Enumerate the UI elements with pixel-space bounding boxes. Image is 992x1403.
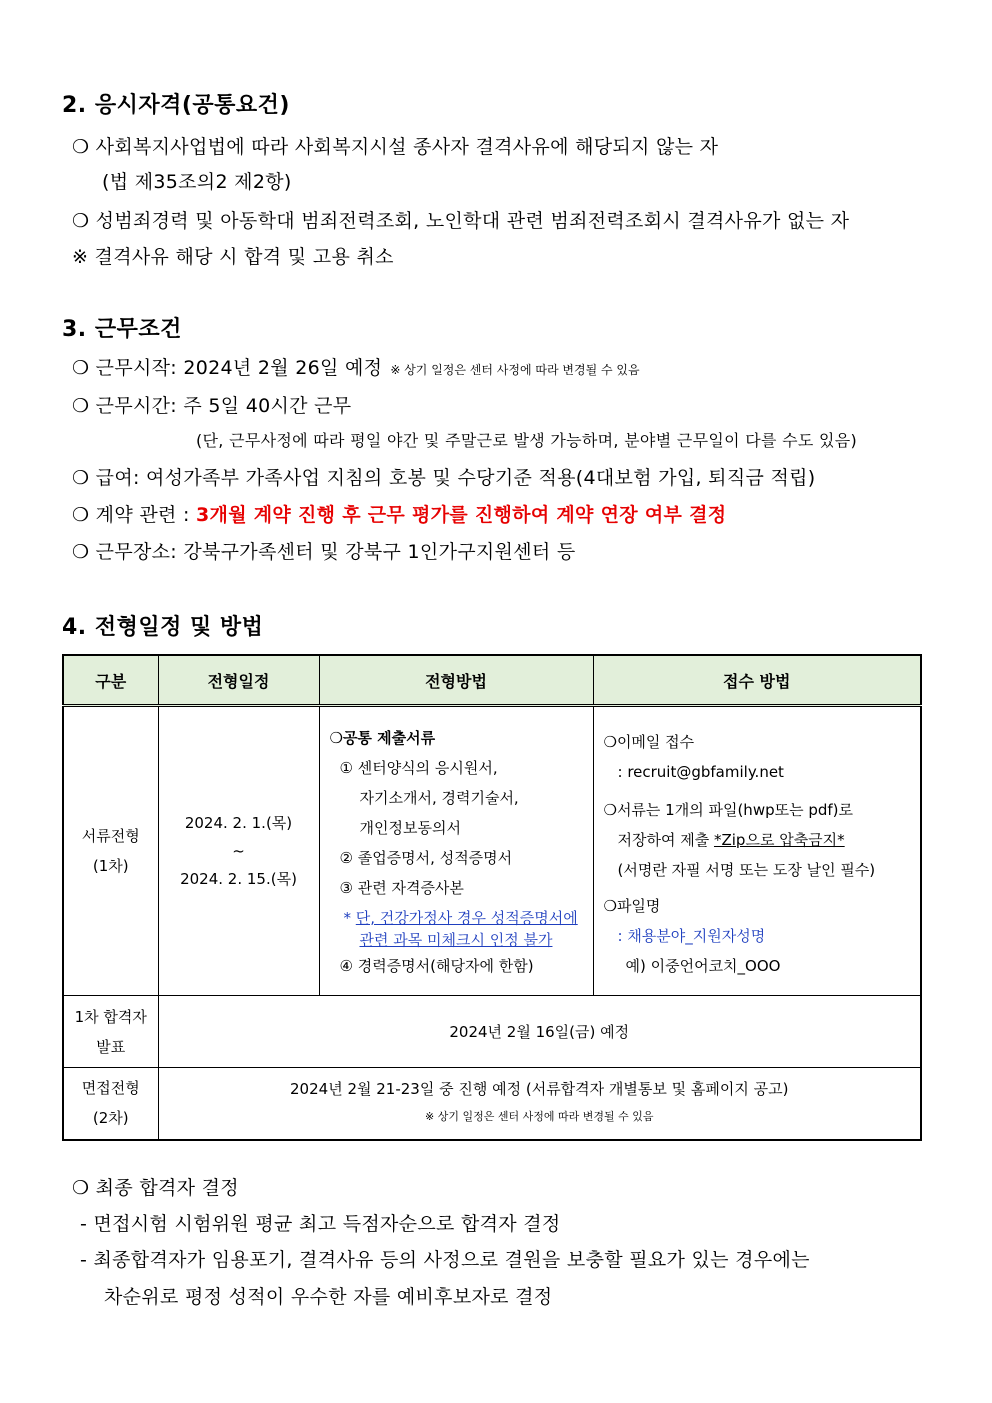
row1-date-sep: ~ (232, 842, 245, 860)
section4-heading: 4. 전형일정 및 방법 (62, 615, 264, 640)
row1-label-line2: (1차) (92, 857, 129, 875)
row2-label-line1: 1차 합격자 (74, 1007, 147, 1026)
method-1b: 자기소개서, 경력기술서, (359, 789, 519, 807)
schedule-table (62, 654, 922, 1141)
row1-method (319, 706, 593, 996)
method-2: ② 졸업증명서, 성적증명서 (339, 849, 513, 867)
final-title: ❍ 최종 합격자 결정 (72, 1177, 239, 1199)
final-item2a: - 최종합격자가 임용포기, 결격사유 등의 사정으로 결원을 보충할 필요가 있는 경우에는 (80, 1249, 810, 1271)
recv-email-title: ❍이메일 접수 (603, 733, 695, 751)
section2-item2: ❍ 성범죄경력 및 아동학대 범죄전력조회, 노인학대 관련 범죄전력조회시 결격사유가 없는 자 (72, 210, 850, 232)
method-note-a: 단, 건강가정사 경우 성적증명서에 (355, 909, 578, 927)
section3-heading: 3. 근무조건 (62, 317, 182, 342)
section2-item1-cont: (법 제35조의2 제2항) (102, 171, 292, 193)
work-start-text: ❍ 근무시작: 2024년 2월 26일 예정 (72, 357, 383, 379)
row2-label (63, 996, 158, 1068)
header-schedule: 전형일정 (158, 655, 319, 706)
contract-label: ❍ 계약 관련 : (72, 504, 190, 526)
table-header-row (63, 655, 921, 706)
row3-main: 2024년 2월 21-23일 중 진행 예정 (서류합격자 개별통보 및 홈페이지 공고) (290, 1080, 789, 1099)
recv-name-format: : 채용분야_지원자성명 (617, 927, 766, 945)
table-row-interview (63, 1068, 921, 1140)
row2-content: 2024년 2월 16일(금) 예정 (158, 996, 921, 1068)
row1-reception (593, 706, 921, 996)
header-reception: 접수 방법 (593, 655, 921, 706)
section3-hours: ❍ 근무시간: 주 5일 40시간 근무 (72, 395, 352, 417)
section2-item1: ❍ 사회복지사업법에 따라 사회복지시설 종사자 결격사유에 해당되지 않는 자 (72, 136, 719, 158)
table-row-first-announcement (63, 996, 921, 1068)
recv-file-b-pre: 저장하여 제출 (617, 831, 714, 849)
row1-label (63, 706, 158, 996)
row3-label (63, 1068, 158, 1140)
row1-date-start: 2024. 2. 1.(목) (184, 814, 293, 832)
row1-label-line1: 서류전형 (81, 827, 140, 845)
method-note-b: 관련 과목 미체크시 인정 불가 (359, 931, 553, 949)
header-category: 구분 (63, 655, 158, 706)
method-1c: 개인정보동의서 (359, 819, 461, 837)
method-3: ③ 관련 자격증사본 (339, 879, 464, 897)
recv-email: : recruit@gbfamily.net (617, 763, 784, 781)
method-title: ❍공통 제출서류 (329, 729, 436, 747)
recv-file-b-ul: *Zip으로 압축금지* (713, 831, 845, 849)
row3-content (158, 1068, 921, 1140)
recv-name-title: ❍파일명 (603, 897, 661, 915)
method-note (330, 907, 583, 951)
method-1a: ① 센터양식의 응시원서, (339, 759, 498, 777)
table-row-document-screening (63, 706, 921, 996)
recv-name-example: 예) 이중언어코치_OOO (625, 957, 781, 975)
method-note-star: * (343, 909, 351, 927)
row3-label-line2: (2차) (92, 1109, 129, 1128)
contract-value: 3개월 계약 진행 후 근무 평가를 진행하여 계약 연장 여부 결정 (196, 504, 727, 526)
section3-place: ❍ 근무장소: 강북구가족센터 및 강북구 1인가구지원센터 등 (72, 541, 576, 563)
recv-file-b (604, 825, 911, 855)
section2-heading: 2. 응시자격(공통요건) (62, 93, 290, 118)
final-item1: - 면접시험 시험위원 평균 최고 득점자순으로 합격자 결정 (80, 1213, 561, 1235)
section3-pay: ❍ 급여: 여성가족부 가족사업 지침의 호봉 및 수당기준 적용(4대보험 가입, 퇴직금 적립) (72, 467, 816, 489)
section3-contract (72, 500, 726, 527)
row2-label-line2: 발표 (96, 1037, 126, 1056)
section3-start (72, 353, 640, 380)
recv-file-a: ❍서류는 1개의 파일(hwp또는 pdf)로 (603, 801, 854, 819)
final-item2b: 차순위로 평정 성적이 우수한 자를 예비후보자로 결정 (104, 1286, 553, 1308)
section3-hours-note: (단, 근무사정에 따라 평일 야간 및 주말근로 발생 가능하며, 분야별 근무일이 다를 수도 있음) (196, 431, 858, 450)
section2-note: ※ 결격사유 해당 시 합격 및 고용 취소 (72, 246, 394, 268)
recv-file-c: (서명란 자필 서명 또는 도장 날인 필수) (617, 861, 876, 879)
work-start-note: ※ 상기 일정은 센터 사정에 따라 변경될 수 있음 (390, 363, 640, 377)
row3-note: ※ 상기 일정은 센터 사정에 따라 변경될 수 있음 (425, 1110, 654, 1124)
row1-date-end: 2024. 2. 15.(목) (180, 870, 297, 888)
row3-label-line1: 면접전형 (81, 1079, 140, 1098)
method-4: ④ 경력증명서(해당자에 한함) (339, 957, 534, 975)
header-method: 전형방법 (319, 655, 593, 706)
row1-dates (158, 706, 319, 996)
